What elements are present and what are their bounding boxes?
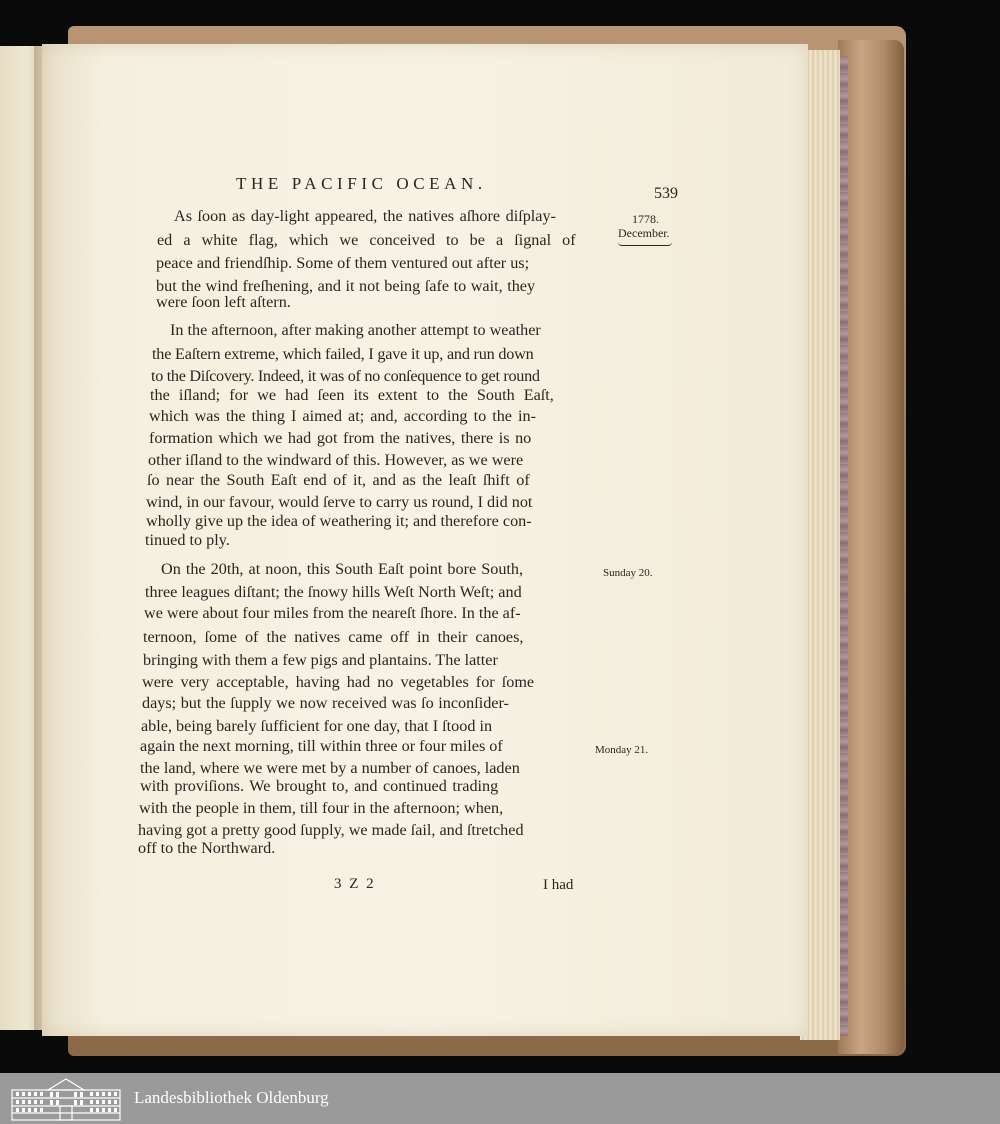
margin-note-month: December. — [618, 226, 670, 240]
text-line: the land, where we were met by a number of canoes, laden — [140, 759, 520, 777]
text-line: other iſland to the windward of this. However, as we were — [148, 451, 524, 469]
text-line: ternoon, ſome of the natives came off in their canoes, — [143, 628, 524, 646]
text-line: As ſoon as day-light appeared, the natives aſhore diſplay- — [174, 207, 556, 225]
text-line: peace and friendſhip. Some of them ventured out after us; — [156, 254, 530, 272]
text-line: wind, in our favour, would ſerve to carry us round, I did not — [146, 493, 533, 511]
text-line: to the Diſcovery. Indeed, it was of no conſequence to get round — [151, 367, 540, 385]
text-line: with the people in them, till four in the afternoon; when, — [139, 799, 504, 817]
text-line: were ſoon left aſtern. — [156, 293, 291, 311]
text-line: again the next morning, till within three or four miles of — [140, 737, 503, 755]
text-line: were very acceptable, having had no vegetables for ſome — [142, 673, 535, 691]
text-line: In the afternoon, after making another attempt to weather — [170, 321, 541, 339]
text-line: three leagues diſtant; the ſnowy hills Weſt North Weſt; and — [145, 583, 522, 601]
margin-note-brace — [618, 242, 672, 246]
text-line: which was the thing I aimed at; and, according to the in- — [149, 407, 537, 425]
catchword: I had — [543, 877, 574, 893]
text-line: ſo near the South Eaſt end of it, and as the leaſt ſhift of — [147, 471, 530, 489]
library-name: Landesbibliothek Oldenburg — [134, 1088, 329, 1107]
text-line: having got a pretty good ſupply, we made ſail, and ſtretched — [138, 821, 524, 839]
running-head: THE PACIFIC OCEAN. — [236, 174, 487, 193]
text-line: off to the Northward. — [138, 839, 276, 857]
text-line: On the 20th, at noon, this South Eaſt point bore South, — [161, 560, 524, 578]
margin-note-monday: Monday 21. — [595, 744, 649, 756]
text-line: days; but the ſupply we now received was ſo inconſider- — [142, 694, 509, 712]
margin-note-year: 1778. — [632, 212, 659, 226]
text-line: the Eaſtern extreme, which failed, I gave it up, and run down — [152, 345, 534, 363]
page-number: 539 — [654, 185, 678, 202]
text-line: ed a white flag, which we conceived to be a ſignal of — [157, 231, 576, 249]
text-line: able, being barely ſufficient for one day, that I ſtood in — [141, 717, 493, 735]
margin-note-sunday: Sunday 20. — [603, 567, 653, 579]
signature-mark: 3 Z 2 — [334, 876, 376, 892]
text-line: wholly give up the idea of weathering it; and therefore con- — [146, 512, 532, 530]
text-line: the iſland; for we had ſeen its extent to the South Eaſt, — [150, 386, 554, 404]
library-building-icon — [8, 1076, 124, 1122]
text-line: bringing with them a few pigs and plantains. The latter — [143, 651, 498, 669]
footer-bar — [0, 1073, 1000, 1124]
text-line: tinued to ply. — [145, 531, 230, 549]
text-line: with proviſions. We brought to, and continued trading — [140, 777, 499, 795]
text-line: but the wind freſhening, and it not being ſafe to wait, they — [156, 277, 536, 295]
text-line: we were about four miles from the neareſt ſhore. In the af- — [144, 604, 521, 622]
text-line: formation which we had got from the natives, there is no — [149, 429, 532, 447]
